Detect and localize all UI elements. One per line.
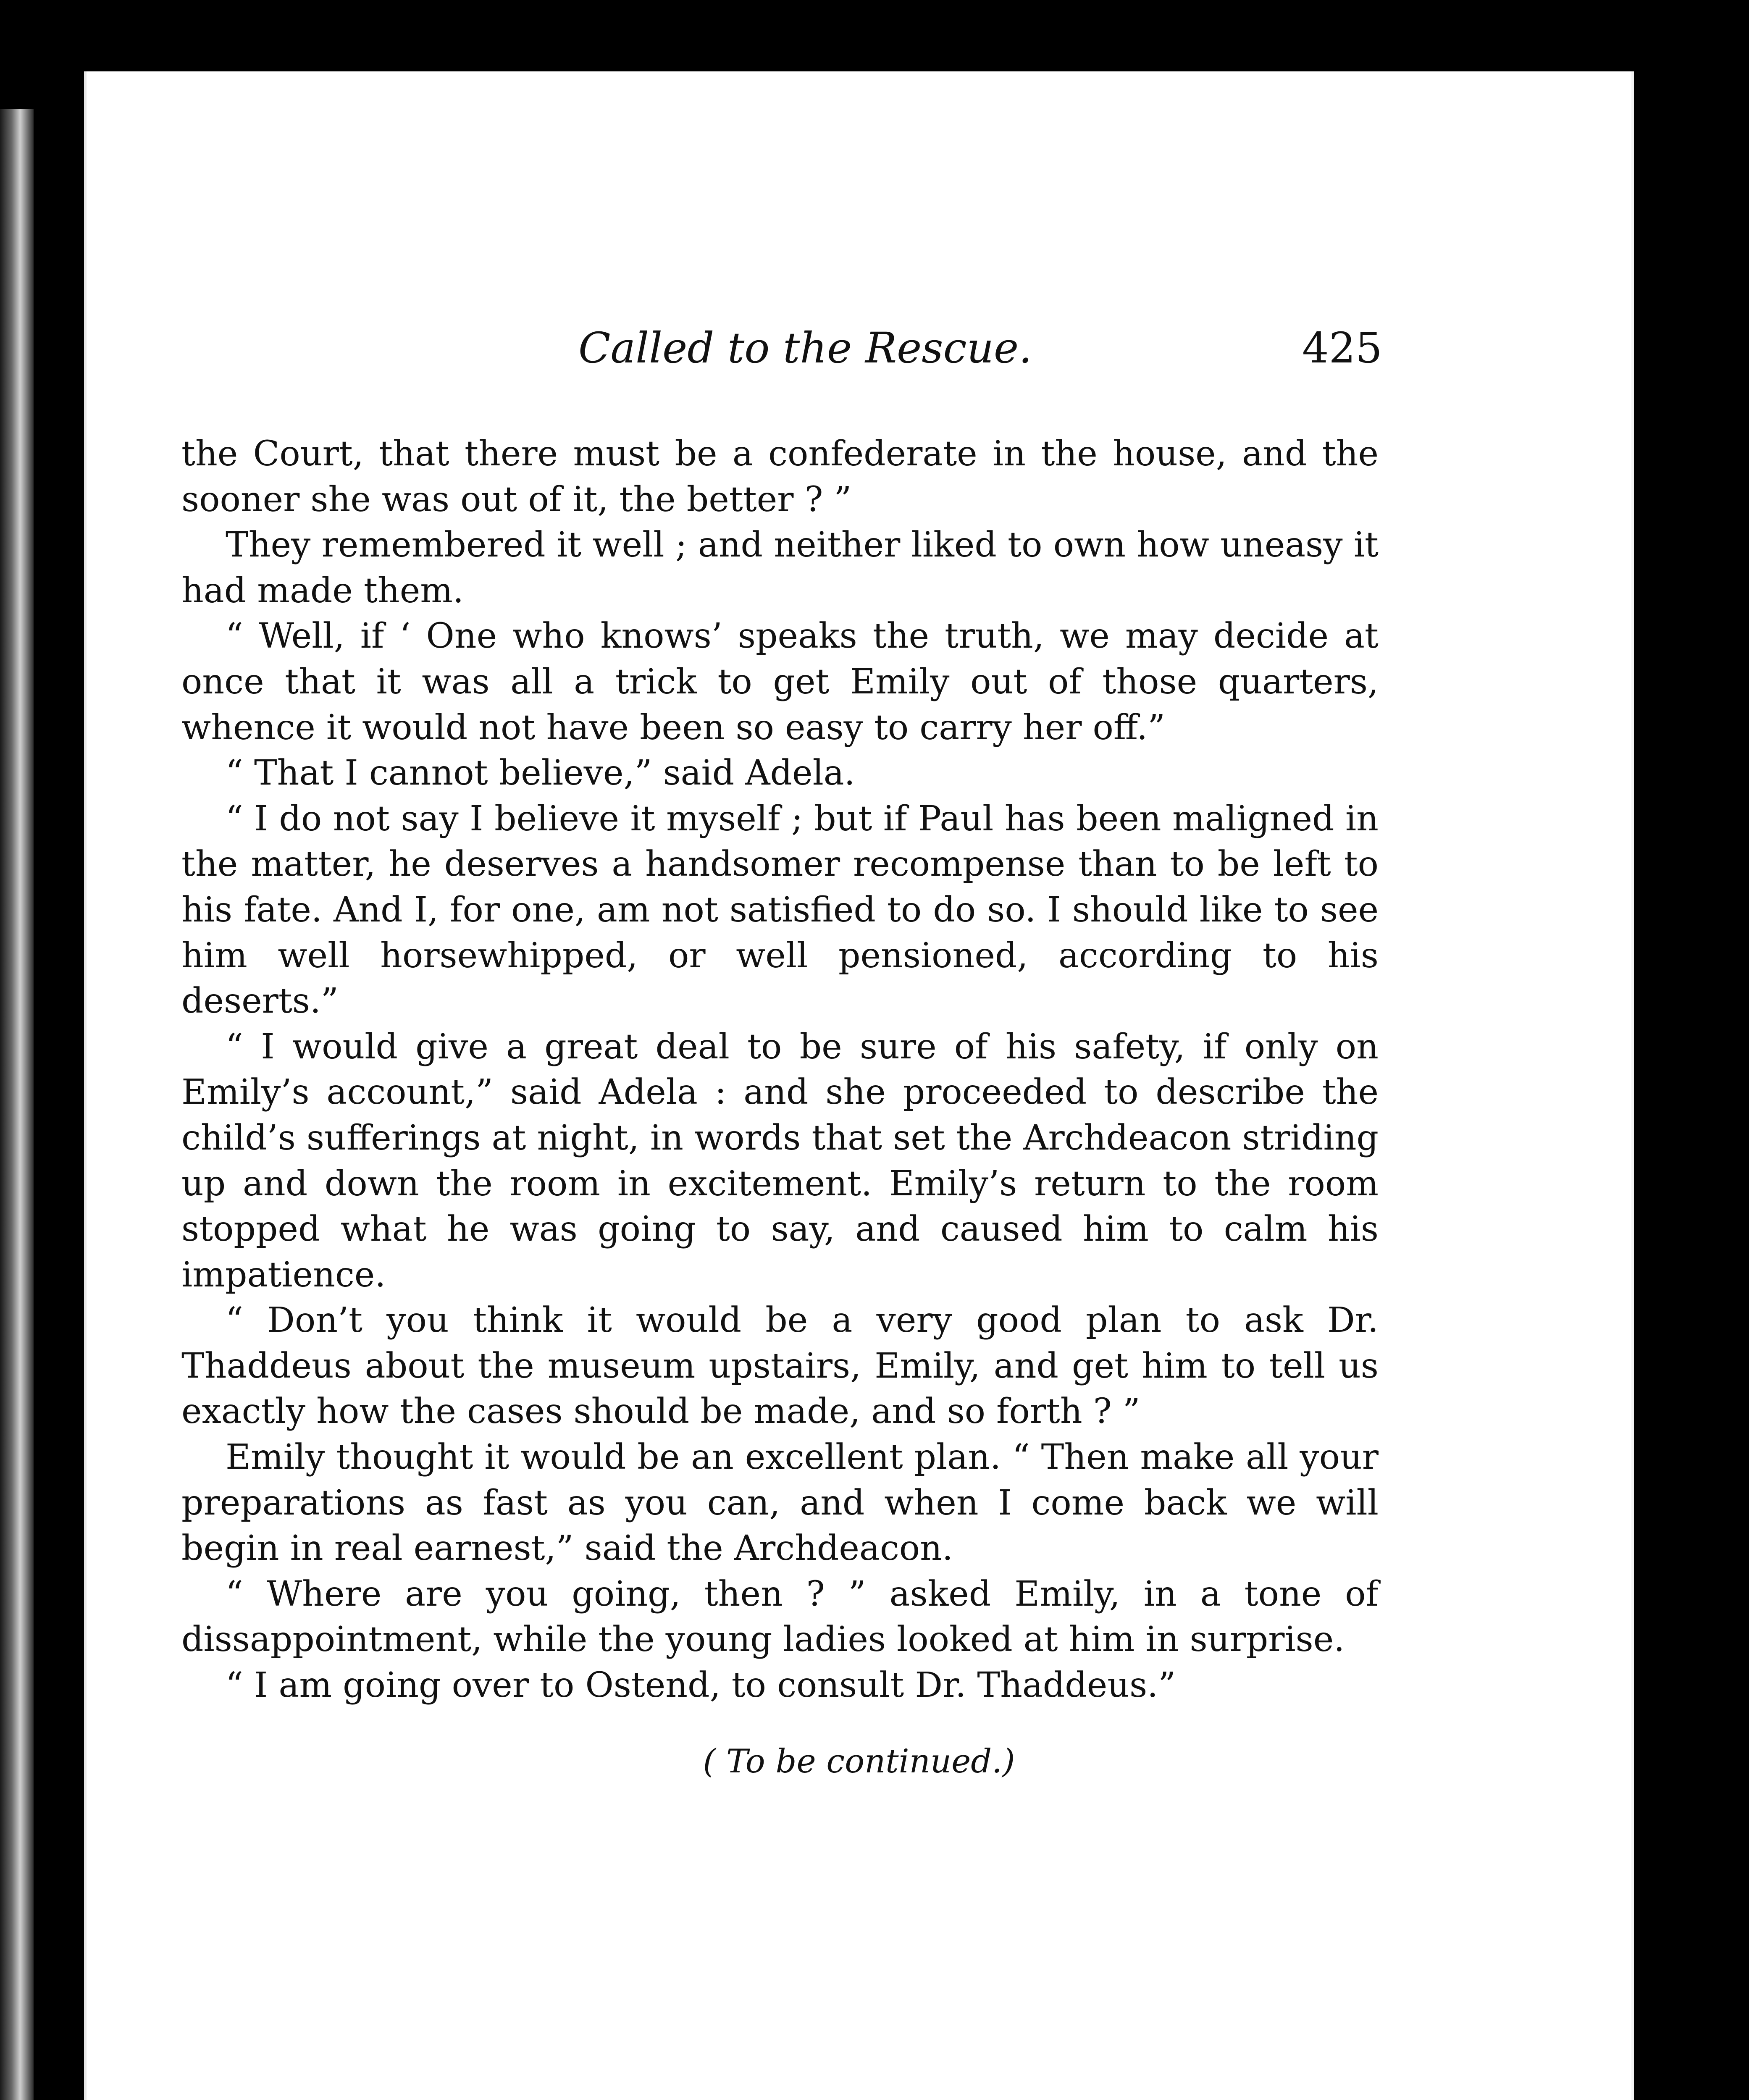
paragraph: “ I would give a great deal to be sure of his safety, if only on Emily’s account,” said Adela : and she proceeded to describe the child’s sufferings at night, in words that set the Archdeacon striding up and down the room in excitement. Emily’s return to the room stopped what he was going to say, and caused him to calm his impatience. xyxy=(181,1026,1379,1295)
paragraph: “ Well, if ‘ One who knows’ speaks the truth, we may decide at once that it was all a trick to get Emily out of those quarters, whence it would not have been so easy to carry her off.” xyxy=(181,616,1379,748)
body-text xyxy=(181,431,1379,1709)
page-title: Called to the Rescue. xyxy=(578,323,1032,373)
paragraph: Emily thought it would be an excellent plan. “ Then make all your preparations as fast as you can, and when I come back we will begin in real earnest,” said the Archdeacon. xyxy=(181,1437,1379,1569)
to-be-continued-note: ( To be continued.) xyxy=(703,1743,1015,1780)
running-head xyxy=(84,269,1634,373)
paragraph: “ Don’t you think it would be a very good plan to ask Dr. Thaddeus about the museum upstairs, Emily, and get him to tell us exactly how the cases should be made, and so forth ? ” xyxy=(181,1300,1379,1432)
paragraph: “ I do not say I believe it myself ; but if Paul has been maligned in the matter, he deserves a handsomer recompense than to be left to his fate. And I, for one, am not satisfied to do so. I should like to see him well horsewhipped, or well pensioned, according to his deserts.” xyxy=(181,798,1379,1021)
paragraph: “ I am going over to Ostend, to consult Dr. Thaddeus.” xyxy=(226,1665,1176,1706)
paragraph: “ That I cannot believe,” said Adela. xyxy=(226,753,855,793)
previous-page-edge xyxy=(0,109,34,2100)
paragraph: They remembered it well ; and neither liked to own how uneasy it had made them. xyxy=(181,525,1379,611)
paragraph: the Court, that there must be a confederate in the house, and the sooner she was out of it, the better ? ” xyxy=(181,434,1379,520)
book-page xyxy=(84,71,1634,2100)
paragraph: “ Where are you going, then ? ” asked Emily, in a tone of dissappointment, while the young ladies looked at him in surprise. xyxy=(181,1574,1379,1660)
page-number: 425 xyxy=(1302,323,1382,373)
